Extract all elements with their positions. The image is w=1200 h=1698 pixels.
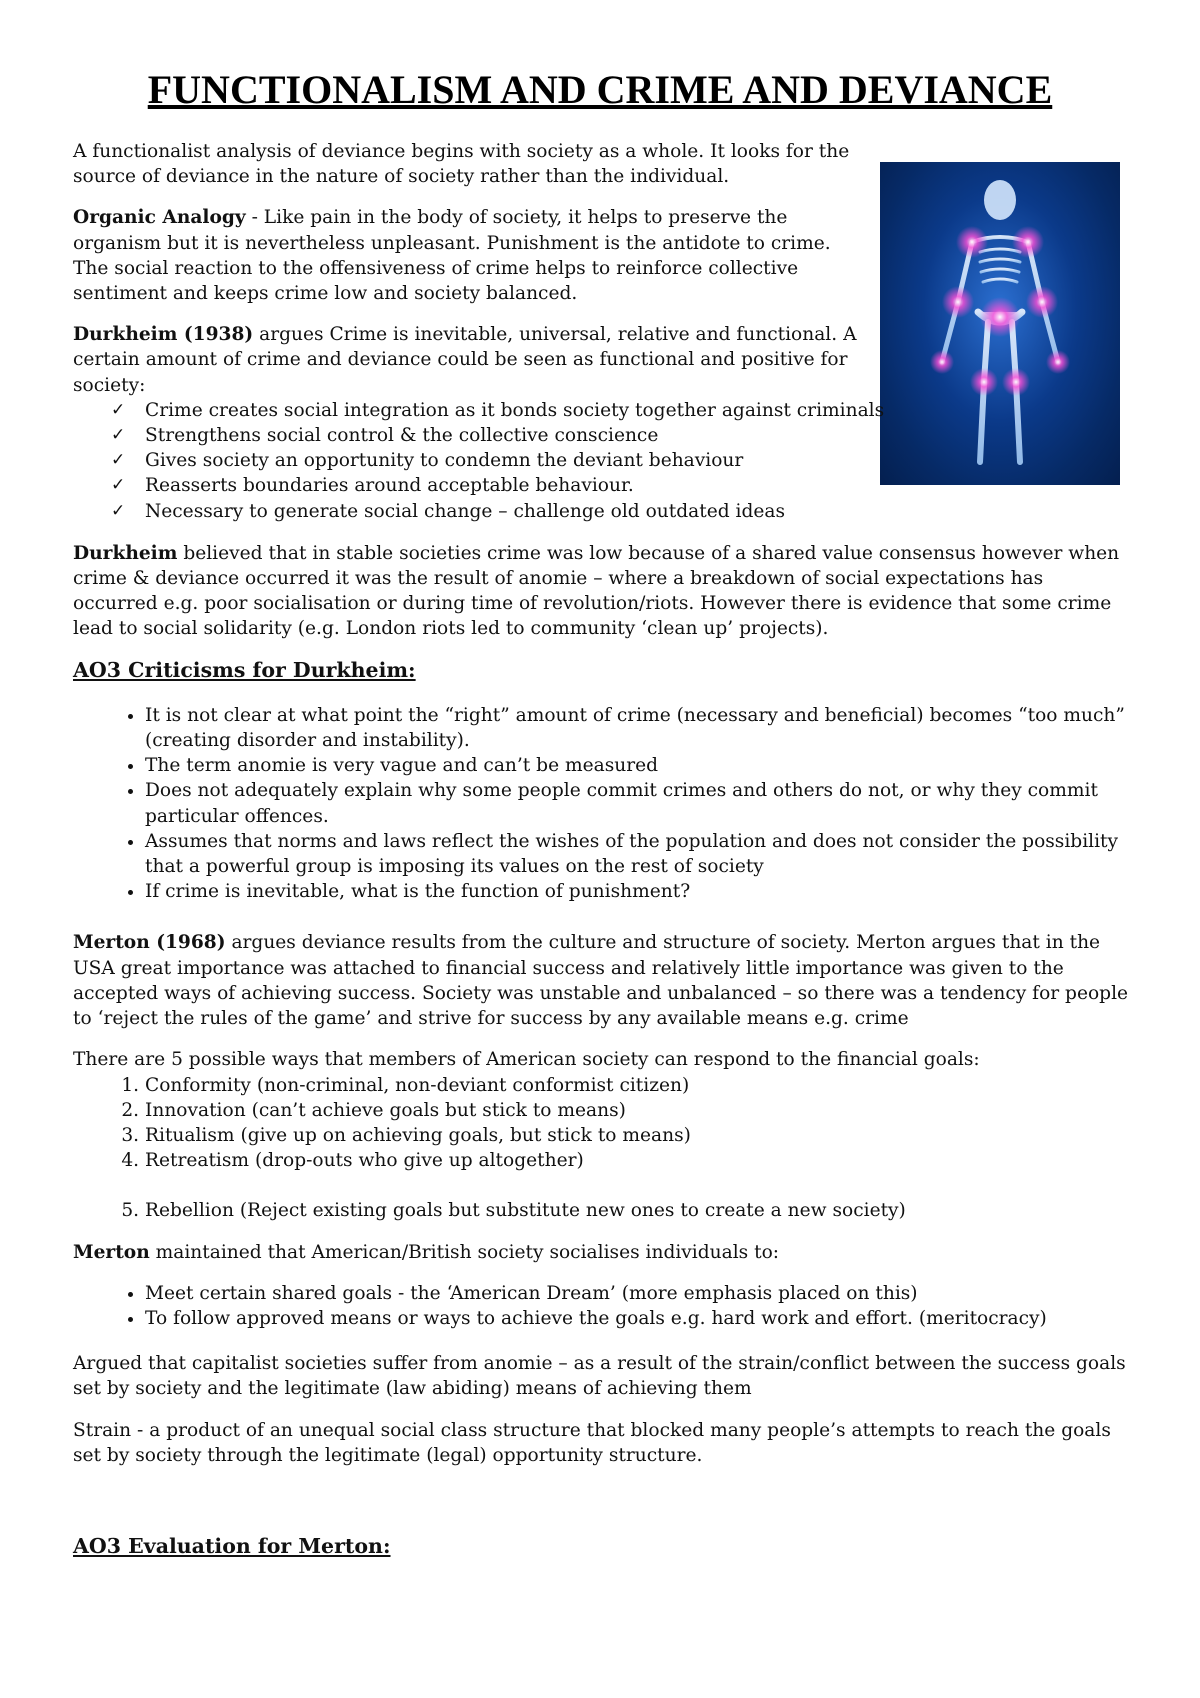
page-title: FUNCTIONALISM AND CRIME AND DEVIANCE: [147, 67, 1053, 112]
list-item: [111, 423, 905, 448]
list-item-text: Crime creates social integration as it bonds society together against criminals: [145, 399, 885, 421]
durkheim-label: Durkheim (1938): [73, 324, 254, 346]
merton-label: Merton (1968): [73, 932, 226, 954]
merton-goals-list: [73, 1281, 1133, 1331]
merton-socialises-paragraph: [73, 1240, 1133, 1265]
responses-list: [73, 1073, 1133, 1224]
merton-intro-paragraph: [73, 930, 1133, 1031]
list-item: [111, 473, 905, 498]
organic-analogy-label: Organic Analogy: [73, 207, 246, 229]
list-item: 4. Retreatism (drop-outs who give up altogether): [145, 1148, 1133, 1173]
list-item: • To follow approved means or ways to achieve the goals e.g. hard work and effort. (meritocracy): [145, 1306, 1133, 1331]
list-item: [111, 499, 905, 524]
strain-paragraph: Strain - a product of an unequal social class structure that blocked many people’s attempts to reach the goals set by society through the legitimate (legal) opportunity structure.: [73, 1419, 1111, 1466]
list-item: • If crime is inevitable, what is the function of punishment?: [145, 879, 1133, 904]
anomie-paragraph: Argued that capitalist societies suffer from anomie – as a result of the strain/conflict between the success goals set by society and the legitimate (law abiding) means of achieving them: [73, 1353, 1126, 1400]
durkheim-text: argues Crime is inevitable, universal, relative and functional. A certain amount of crime and deviance could be seen as functional and positive for society:: [73, 324, 857, 396]
organic-analogy-text: - Like pain in the body of society, it helps to preserve the organism but it is nevertheless unpleasant. Punishment is the antidote to crime. The social reaction to the offensiveness of crime helps to reinforce collective sentiment and keeps crime low and society balanced.: [73, 207, 831, 305]
spacer: [73, 1484, 1133, 1530]
durkheim-label: Durkheim: [73, 542, 178, 564]
list-item-text: Gives society an opportunity to condemn the deviant behaviour: [145, 450, 744, 472]
durkheim-intro-paragraph: [73, 322, 863, 398]
checkmark-icon: ✓: [111, 500, 126, 521]
checkmark-icon: ✓: [111, 475, 126, 496]
organic-analogy-paragraph: [73, 205, 863, 306]
list-item: • Assumes that norms and laws reflect the wishes of the population and does not consider the possibility that a powerful group is imposing its values on the rest of society: [145, 829, 1133, 879]
list-item: [111, 398, 905, 423]
durkheim-anomie-text: believed that in stable societies crime was low because of a shared value consensus however when crime & deviance occurred it was the result of anomie – where a breakdown of social expectations has occurred e.g. poor socialisation or during time of revolution/riots. However there is evidence that some crime lead to social solidarity (e.g. London riots led to community ‘clean up’ projects).: [73, 542, 1120, 640]
responses-intro: There are 5 possible ways that members of American society can respond to the financial goals:: [73, 1049, 980, 1071]
ao3-durkheim-heading: AO3 Criticisms for Durkheim:: [73, 657, 416, 682]
merton-socialises-text: maintained that American/British society socialises individuals to:: [149, 1241, 780, 1263]
ao3-merton-heading: AO3 Evaluation for Merton:: [73, 1533, 391, 1558]
list-item: • Meet certain shared goals - the ‘American Dream’ (more emphasis placed on this): [145, 1281, 1133, 1306]
checkmark-icon: ✓: [111, 425, 126, 446]
list-item: • The term anomie is very vague and can’t be measured: [145, 753, 1133, 778]
list-item: 1. Conformity (non-criminal, non-deviant conformist citizen): [145, 1073, 1133, 1098]
merton-text: argues deviance results from the culture and structure of society. Merton argues that in the USA great importance was attached to financial success and relatively little importance was given to the accepted ways of achieving success. Society was unstable and unbalanced – so there was a tendency for people to ‘reject the rules of the game’ and strive for success by any available means e.g. crime: [73, 932, 1129, 1030]
list-item-text: Strengthens social control & the collective conscience: [145, 425, 659, 447]
list-item-text: Reasserts boundaries around acceptable behaviour.: [145, 475, 634, 497]
list-item: 5. Rebellion (Reject existing goals but substitute new ones to create a new society): [145, 1198, 1133, 1223]
list-item: [111, 448, 905, 473]
durkheim-functions-list: [73, 398, 905, 524]
checkmark-icon: ✓: [111, 399, 126, 420]
list-item: 3. Ritualism (give up on achieving goals, but stick to means): [145, 1123, 1133, 1148]
durkheim-criticisms-list: [73, 703, 1133, 905]
list-item: 2. Innovation (can’t achieve goals but stick to means): [145, 1098, 1133, 1123]
list-item: • Does not adequately explain why some people commit crimes and others do not, or why they commit particular offences.: [145, 778, 1133, 828]
durkheim-anomie-paragraph: [73, 541, 1133, 642]
checkmark-icon: ✓: [111, 450, 126, 471]
list-item: • It is not clear at what point the “right” amount of crime (necessary and beneficial) becomes “too much” (creating disorder and instability).: [145, 703, 1133, 753]
merton-label: Merton: [73, 1241, 150, 1263]
intro-paragraph: A functionalist analysis of deviance begins with society as a whole. It looks for the source of deviance in the nature of society rather than the individual.: [73, 141, 850, 188]
document-body: [73, 139, 1133, 1579]
list-item-text: Necessary to generate social change – challenge old outdated ideas: [145, 500, 786, 522]
